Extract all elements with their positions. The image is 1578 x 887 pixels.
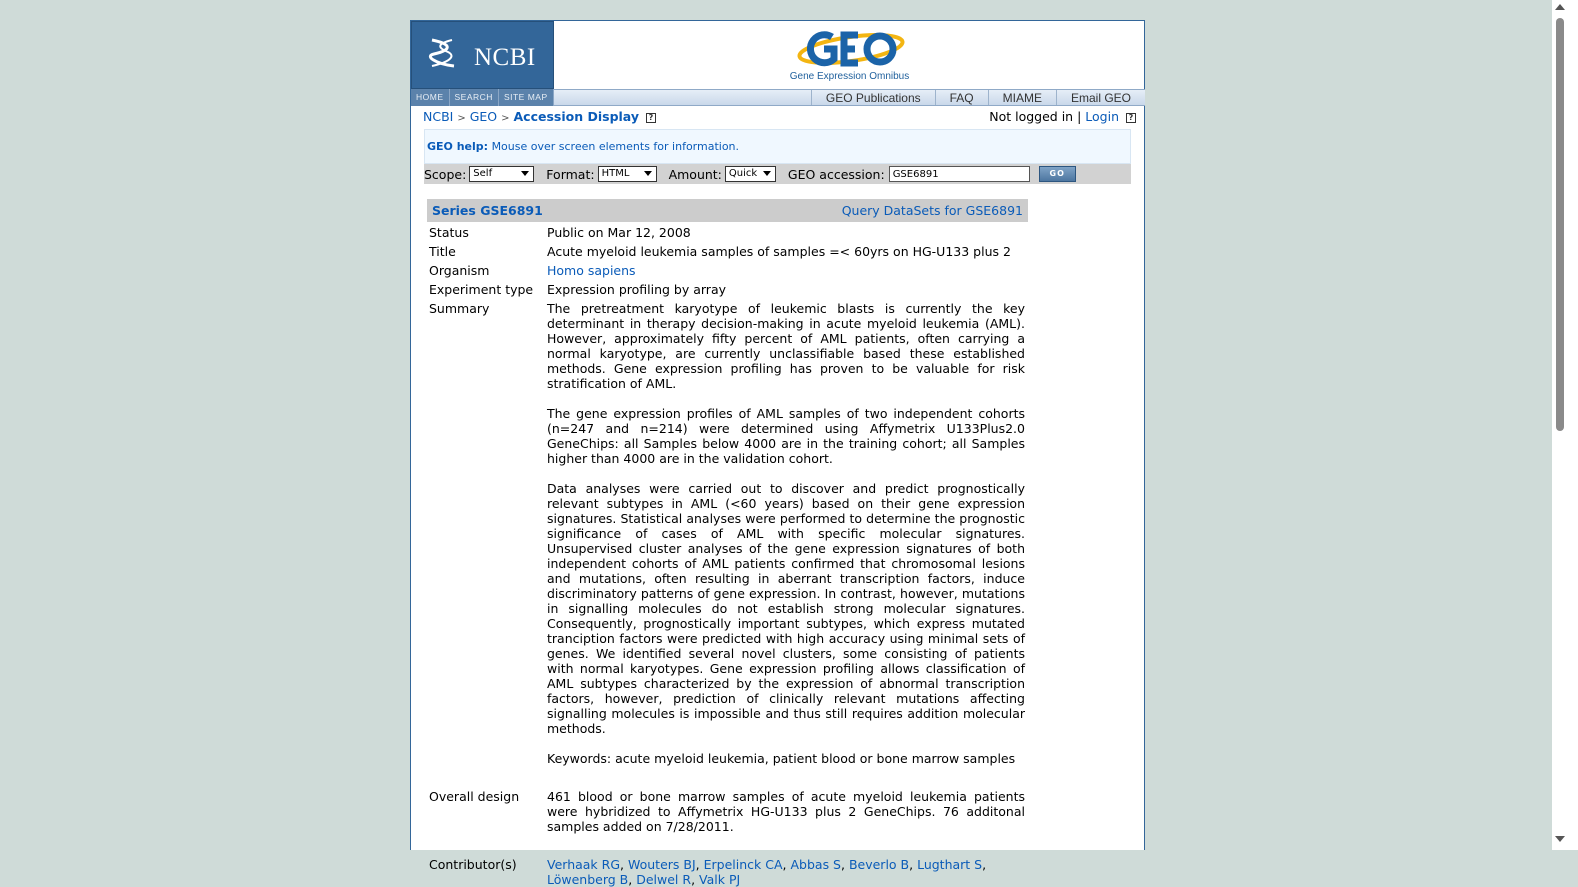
scrollbar-thumb[interactable] (1556, 18, 1564, 431)
series-title: Series GSE6891 (432, 203, 543, 218)
amount-label: Amount: (668, 166, 722, 182)
contributor-link[interactable]: Löwenberg B (547, 872, 629, 887)
experiment-type-row (429, 282, 1027, 297)
ncbi-logo[interactable] (411, 21, 554, 89)
scope-label: Scope: (424, 166, 467, 182)
nav-home[interactable]: HOME (411, 89, 450, 106)
summary-row (429, 301, 1027, 781)
geo-logo-icon (792, 27, 910, 71)
contributor-link[interactable]: Delwel R (636, 872, 692, 887)
top-navbar (411, 89, 1145, 106)
organism-link[interactable]: Homo sapiens (547, 263, 636, 278)
scroll-down-arrow-icon[interactable] (1555, 836, 1565, 842)
status-value: Public on Mar 12, 2008 (547, 225, 691, 240)
summary-paragraph: The gene expression profiles of AML samples of two independent cohorts (n=247 and n=214) were determined using Affymetrix U133Plus2.0 GeneChips: all Samples below 4000 are in the training cohort; all Samples higher than 4000 are in the validation cohort. (547, 406, 1025, 466)
geo-help-text: Mouse over screen elements for information. (491, 140, 740, 153)
geo-help-label: GEO help: (427, 140, 489, 153)
login-help-icon[interactable]: ? (1126, 113, 1136, 123)
organism-label: Organism (429, 263, 490, 278)
nav-email-geo[interactable]: Email GEO (1056, 90, 1145, 105)
series-header (427, 199, 1028, 222)
breadcrumb-separator: > (501, 113, 510, 124)
contributor-link[interactable]: Abbas S (790, 857, 841, 872)
contributor-link[interactable]: Beverlo B (848, 857, 910, 872)
login-status: Not logged in (989, 109, 1074, 124)
format-select[interactable]: HTML (598, 166, 657, 182)
status-label: Status (429, 225, 469, 240)
summary-label: Summary (429, 301, 490, 316)
page-scrollbar[interactable] (1552, 0, 1578, 850)
breadcrumb-current: Accession Display (513, 109, 640, 124)
title-label: Title (429, 244, 456, 259)
page-container (410, 20, 1145, 887)
title-row (429, 244, 1027, 259)
contributor-link[interactable]: Lugthart S (917, 857, 983, 872)
geo-logo[interactable] (554, 21, 1145, 89)
contributor-link[interactable]: Valk PJ (699, 872, 741, 887)
contributor-link[interactable]: Erpelinck CA (703, 857, 783, 872)
login-area: Not logged in | Login ? (989, 108, 1136, 126)
query-datasets-link[interactable]: Query DataSets for GSE6891 (841, 203, 1023, 218)
nav-geo-publications[interactable]: GEO Publications (811, 90, 935, 105)
scroll-up-arrow-icon[interactable] (1555, 4, 1565, 10)
format-label: Format: (546, 166, 595, 182)
breadcrumb (423, 108, 656, 126)
contributor-link[interactable]: Wouters BJ (627, 857, 696, 872)
nav-miame[interactable]: MIAME (988, 90, 1056, 105)
contributors-value: Verhaak RG, Wouters BJ, Erpelinck CA, Abbas S, Beverlo B, Lugthart S, Löwenberg B, Delwel R, Valk PJ (547, 857, 987, 887)
overall-design-row (429, 789, 1027, 834)
summary-paragraph: Data analyses were carried out to discover and predict prognostically relevant subtypes in AML (<60 years) based on their gene expression signatures. Statistical analyses were performed to determine the prognostic significance of cases of AML with specific molecular signatures. Unsupervised cluster analyses of the gene expression signatures of both independent cohorts of AML patients confirmed that chromosomal lesions and mutations, often resulting in aberrant transcription factors, induce discriminatory patterns of gene expression. In contrast, however, mutations in signalling molecules do not establish strong molecular signatures. Consequently, prognostically important subtypes, which express mutated tranciption factors were predicted with high accuracy using minimal sets of genes. We identified several novel clusters, some consisting of patients with normal karyotypes. Gene expression profiling allows classification of AML subtypes characterized by the expression of abnormal transcription factors, however, prediction of clinically relevant mutations affecting signalling molecules is impossible and thus still requires addition molecular methods. (547, 481, 1025, 736)
geo-nav (811, 90, 1145, 105)
experiment-type-label: Experiment type (429, 282, 534, 297)
ncbi-logo-text: NCBI (474, 44, 536, 71)
help-icon[interactable]: ? (646, 113, 656, 123)
nav-faq[interactable]: FAQ (935, 90, 988, 105)
amount-select[interactable]: Quick (725, 166, 776, 182)
go-button[interactable]: GO (1039, 166, 1076, 182)
contributors-row (429, 857, 1027, 887)
title-value: Acute myeloid leukemia samples of samples =< 60yrs on HG-U133 plus 2 (547, 244, 1011, 259)
summary-keywords: Keywords: acute myeloid leukemia, patient blood or bone marrow samples (547, 751, 1016, 766)
contributors-label: Contributor(s) (429, 857, 517, 872)
status-row (429, 225, 1027, 240)
login-link[interactable]: Login (1085, 109, 1120, 124)
accession-input[interactable] (889, 166, 1030, 182)
nav-site-map[interactable]: SITE MAP (499, 89, 554, 106)
breadcrumb-separator: > (457, 113, 466, 124)
accession-label: GEO accession: (787, 166, 885, 182)
summary-value (547, 301, 1025, 781)
ncbi-nav (411, 89, 554, 106)
overall-design-value: 461 blood or bone marrow samples of acute myeloid leukemia patients were hybridized to Affymetrix HG-U133 plus 2 GeneChips. 76 additonal samples added on 7/28/2011. (547, 789, 1025, 834)
nav-search[interactable]: SEARCH (450, 89, 499, 106)
dna-helix-icon (426, 36, 460, 70)
geo-tagline: Gene Expression Omnibus (789, 71, 910, 82)
overall-design-label: Overall design (429, 789, 520, 804)
summary-paragraph: The pretreatment karyotype of leukemic blasts is currently the key determinant in therapy decision-making in acute myeloid leukemia (AML). However, approximately fifty percent of AML patients, often carrying a normal karyotype, are currently unclassifiable based these established methods. Gene expression profiling has proven to be valuable for risk stratification of AML. (547, 301, 1025, 391)
scope-select[interactable]: Self (469, 166, 534, 182)
contributor-link[interactable]: Verhaak RG (547, 857, 621, 872)
organism-row (429, 263, 1027, 278)
breadcrumb-ncbi[interactable]: NCBI (423, 109, 454, 124)
series-details (429, 225, 1027, 887)
query-bar (424, 164, 1131, 184)
breadcrumb-geo[interactable]: GEO (469, 109, 498, 124)
experiment-type-value: Expression profiling by array (547, 282, 727, 297)
geo-help-box (424, 129, 1131, 164)
